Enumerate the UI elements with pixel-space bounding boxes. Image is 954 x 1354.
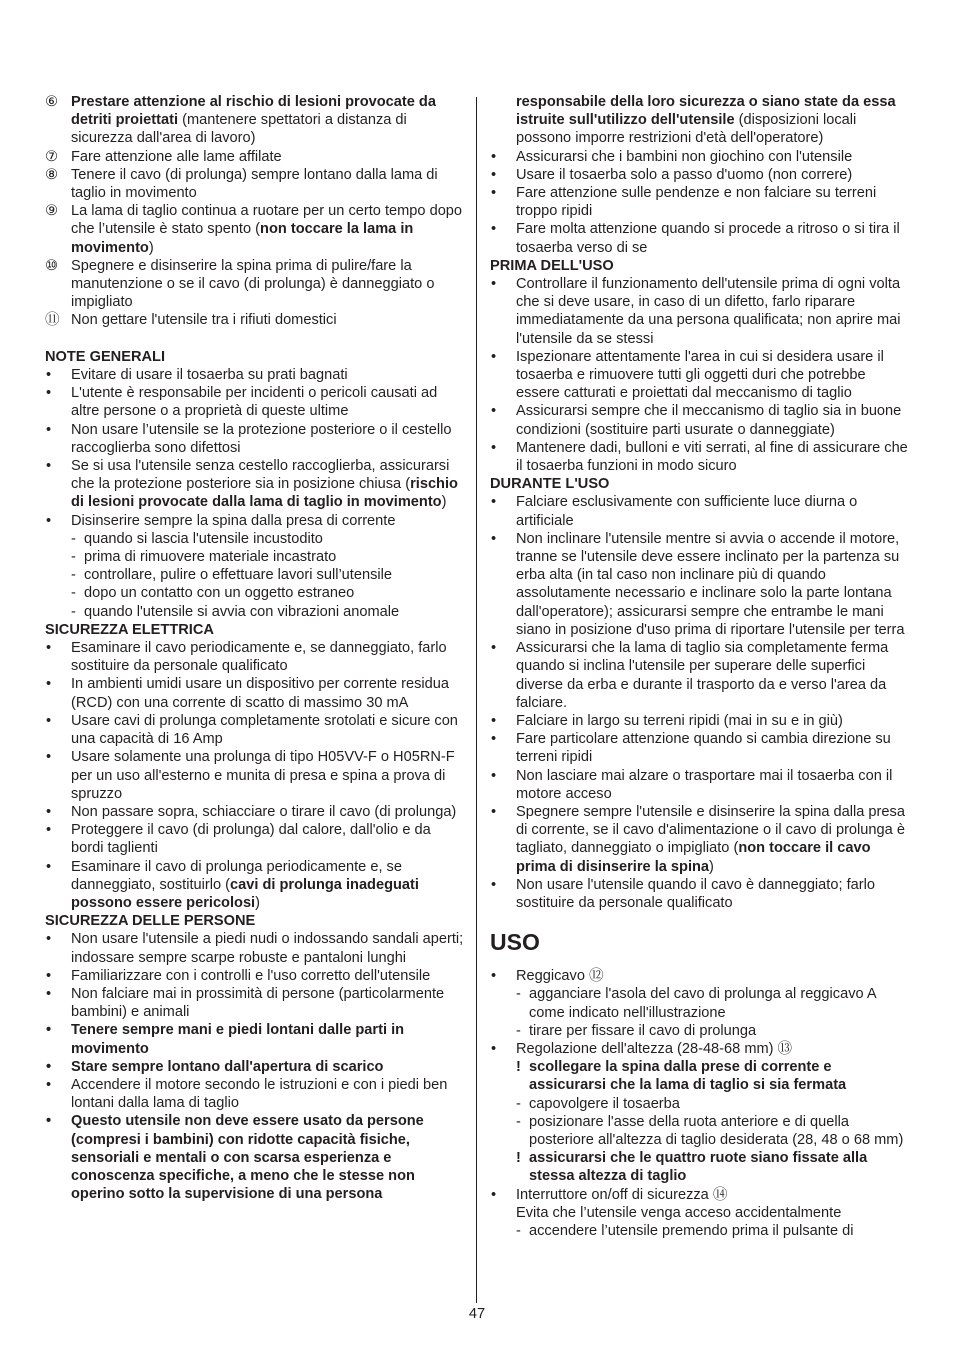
list-item (45, 1112, 467, 1203)
heading-note-generali: NOTE GENERALI (45, 348, 165, 365)
number-marker-10: ⑩ (45, 257, 59, 274)
list-item (490, 348, 912, 403)
list-item (45, 930, 467, 966)
list-item (490, 767, 912, 803)
warning-text: Non gettare l'utensile tra i rifiuti domestici (71, 312, 337, 329)
section-title-uso: USO (490, 929, 540, 956)
bullet-icon: • (46, 512, 52, 529)
sub-list-text: dopo un contatto con un oggetto estraneo (84, 585, 355, 602)
list-item-text: Regolazione dell'altezza (28-48-68 mm) ⑬ (516, 1040, 793, 1057)
list-item (45, 821, 467, 857)
bullet-icon: • (46, 749, 52, 766)
bullet-icon: • (491, 1186, 497, 1203)
list-item (45, 712, 467, 748)
bullet-icon: • (491, 276, 497, 293)
bullet-icon: • (46, 385, 52, 402)
dash-icon: - (516, 1113, 521, 1130)
list-item-text: Usare solamente una prolunga di tipo H05VV-F o H05RN-F per un uso all'esterno e munita di presa e spina a prova di spruzzo (71, 749, 455, 802)
bullet-icon: • (46, 1113, 52, 1130)
number-marker-7: ⑦ (45, 148, 59, 165)
warning-note (490, 1058, 912, 1094)
sub-list-text: tirare per fissare il cavo di prolunga (529, 1022, 757, 1039)
sub-list-text: prima di rimuovere materiale incastrato (84, 549, 337, 566)
bullet-icon: • (46, 967, 52, 984)
bullet-icon: • (491, 640, 497, 657)
bullet-icon: • (491, 494, 497, 511)
warning-text-bold: non toccare la lama in movimento (71, 221, 414, 256)
number-marker-6: ⑥ (45, 94, 59, 110)
warning-text: ) (148, 239, 154, 256)
heading-sicurezza-persone: SICUREZZA DELLE PERSONE (45, 913, 256, 930)
number-marker-9: ⑨ (45, 203, 59, 220)
list-item-text: Non usare l’utensile se la protezione posteriore o il cestello raccoglierba sono difettosi (71, 421, 452, 456)
list-item-text: In ambienti umidi usare un dispositivo per corrente residua (RCD) con una corrente di scatto di massimo 30 mA (71, 676, 450, 711)
list-item (490, 730, 912, 766)
heading-sicurezza-elettrica: SICUREZZA ELETTRICA (45, 621, 214, 638)
list-item (490, 184, 912, 220)
bullet-icon: • (491, 968, 497, 985)
dash-icon: - (71, 585, 76, 602)
sub-list-text: capovolgere il tosaerba (529, 1095, 680, 1112)
list-item (45, 985, 467, 1021)
continued-text: (disposizioni locali possono imporre restrizioni d'età dell'operatore) (516, 112, 857, 147)
list-item-text: Assicurarsi che la lama di taglio sia completamente ferma quando si inclina l'utensile per superare delle superfici diverse da erba e durante il trasporto da e verso l'area da falciare. (516, 640, 889, 711)
list-item (490, 876, 912, 912)
sub-list-item (45, 584, 467, 602)
list-item-text: Proteggere il cavo (di prolunga) dal calore, dall'olio e da bordi taglienti (71, 822, 431, 857)
list-item-text: Fare particolare attenzione quando si cambia direzione su terreni ripidi (516, 731, 891, 766)
list-item-text: Usare il tosaerba solo a passo d'uomo (non correre) (516, 166, 853, 183)
bullet-icon: • (491, 731, 497, 748)
warning-item-7 (45, 148, 467, 166)
bullet-icon: • (491, 767, 497, 784)
list-item (45, 639, 467, 675)
list-item-text: ) (441, 494, 447, 511)
list-item (490, 402, 912, 438)
list-item-text: Spegnere sempre l'utensile e disinserire la spina dalla presa di corrente, se il cavo d'alimentazione o il cavo di prolunga è tagliato, danneggiato o impigliato ( (516, 803, 905, 857)
warning-item-11 (45, 311, 467, 329)
bullet-icon: • (46, 1076, 52, 1093)
list-item (490, 220, 912, 256)
list-item-text: Esaminare il cavo di prolunga periodicamente e, se danneggiato, sostituirlo ( (71, 858, 402, 893)
dash-icon: - (71, 549, 76, 566)
list-item (45, 1058, 467, 1076)
dash-icon: - (516, 1095, 521, 1112)
list-item-text: Reggicavo ⑫ (516, 968, 604, 985)
bullet-icon: • (491, 1040, 497, 1057)
list-item (490, 967, 912, 985)
list-item-text: Non lasciare mai alzare o trasportare mai il tosaerba con il motore acceso (516, 767, 893, 802)
bullet-icon: • (491, 530, 497, 547)
list-item-text: ) (255, 894, 260, 911)
number-marker-11: ⑪ (45, 312, 60, 329)
warning-item-6 (45, 93, 467, 148)
sub-list-text: controllare, pulire o effettuare lavori sull’utensile (84, 567, 392, 584)
warning-text-bold: Prestare attenzione al rischio di lesioni provocate da detriti proiettati (71, 94, 436, 129)
list-item (490, 803, 912, 876)
bullet-icon: • (46, 1058, 52, 1075)
list-item-text: Falciare in largo su terreni ripidi (mai in su e in giù) (516, 712, 843, 729)
bullet-icon: • (491, 439, 497, 456)
sub-list-item (490, 1022, 912, 1040)
warning-note-text: scollegare la spina dalla prese di corrente e assicurarsi che la lama di taglio si sia fermata (529, 1059, 847, 1094)
list-item-text: Assicurarsi che i bambini non giochino con l'utensile (516, 148, 853, 165)
list-item-text: Non passare sopra, schiacciare o tirare il cavo (di prolunga) (71, 803, 457, 820)
list-item (45, 384, 467, 420)
bullet-icon: • (46, 803, 52, 820)
list-item-text: Accendere il motore secondo le istruzioni e con i piedi ben lontani dalla lama di taglio (71, 1076, 448, 1112)
page-number: 47 (468, 1306, 486, 1322)
bullet-icon: • (46, 458, 52, 475)
sub-list-item (490, 1113, 912, 1149)
sub-list-text: quando l'utensile si avvia con vibrazioni anomale (84, 603, 400, 620)
bullet-icon: • (46, 367, 52, 384)
warning-note-text: assicurarsi che le quattro ruote siano fissate alla stessa altezza di taglio (529, 1150, 868, 1185)
bullet-icon: • (491, 185, 497, 202)
dash-icon: - (516, 1222, 521, 1239)
list-item-text: Non usare l'utensile quando il cavo è danneggiato; farlo sostituire da personale qualificato (516, 876, 875, 911)
list-item (45, 1021, 467, 1057)
list-item (490, 275, 912, 348)
list-item-text: Assicurarsi sempre che il meccanismo di taglio sia in buone condizioni (sostituire parti usurate o danneggiate) (516, 403, 902, 438)
list-item-text: Non falciare mai in prossimità di persone (particolarmente bambini) e animali (71, 985, 445, 1021)
list-item (490, 148, 912, 166)
bullet-icon: • (491, 166, 497, 183)
bullet-icon: • (491, 712, 497, 729)
list-item (45, 366, 467, 384)
dash-icon: - (71, 530, 76, 547)
bullet-icon: • (491, 876, 497, 893)
warning-item-9 (45, 202, 467, 257)
bullet-icon: • (46, 931, 52, 948)
list-item-text: L'utente è responsabile per incidenti o pericoli causati ad altre persone o a proprietà di queste ultime (71, 385, 438, 420)
list-item (45, 421, 467, 457)
list-item-text: Familiarizzare con i controlli e l'uso corretto dell'utensile (71, 967, 431, 984)
list-item (45, 457, 467, 512)
description-line: Evita che l’utensile venga acceso accidentalmente (516, 1204, 842, 1221)
list-item-text-bold: Questo utensile non deve essere usato da persone (compresi i bambini) con ridotte capacità fisiche, sensoriali e mentali o con scarsa esperienza e conoscenza specifiche, a meno che le stesse non operino sotto la supervisione di una persona (71, 1113, 424, 1203)
list-item (490, 639, 912, 712)
sub-list-text: agganciare l'asola del cavo di prolunga al reggicavo A come indicato nell'illustrazione (529, 986, 876, 1021)
list-item-text-bold: rischio di lesioni provocate dalla lama di taglio in movimento (71, 476, 458, 511)
list-item-text-bold: Tenere sempre mani e piedi lontani dalle parti in movimento (71, 1022, 405, 1057)
warning-item-10 (45, 257, 467, 312)
list-item (45, 858, 467, 913)
list-item-text: Non inclinare l'utensile mentre si avvia o accende il motore, tranne se l'utensile deve essere inclinato per la partenza su erba alta (in tal caso non inclinare più di quando assolutamente necessario e inclinare solo la parte lontana dall'operatore); assicurarsi sempre che entrambe le mani siano in posizione d'uso prima di riportare l'utensile per terra (516, 530, 905, 638)
sub-list-text: posizionare l'asse della ruota anteriore e di quella posteriore all'altezza di taglio desiderata (28, 48 o 68 mm) (529, 1113, 904, 1148)
list-item (490, 166, 912, 184)
bullet-icon: • (46, 822, 52, 839)
list-item-text: Interruttore on/off di sicurezza ⑭ (516, 1186, 728, 1203)
sub-list-text: quando si lascia l'utensile incustodito (84, 530, 323, 547)
list-item (490, 712, 912, 730)
list-item (45, 748, 467, 803)
sub-list-item (490, 1095, 912, 1113)
list-item (490, 530, 912, 639)
continued-paragraph (490, 93, 912, 148)
bullet-icon: • (46, 712, 52, 729)
list-item-text-bold: cavi di prolunga inadeguati possono essere pericolosi (71, 876, 419, 911)
heading-durante-uso: DURANTE L'USO (490, 476, 610, 493)
exclamation-icon: ! (516, 1059, 521, 1076)
list-item-text: Fare attenzione sulle pendenze e non falciare su terreni troppo ripidi (516, 185, 877, 220)
sub-list-item (45, 566, 467, 584)
list-item-text: Mantenere dadi, bulloni e viti serrati, al fine di assicurare che il tosaerba funzioni in modo sicuro (516, 439, 908, 475)
dash-icon: - (71, 603, 76, 620)
list-item (490, 439, 912, 475)
warning-item-8 (45, 166, 467, 202)
list-item-text: Evitare di usare il tosaerba su prati bagnati (71, 367, 348, 384)
list-item (45, 803, 467, 821)
list-item-text: Non usare l'utensile a piedi nudi o indossando sandali aperti; indossare sempre scarpe robuste e pantaloni lunghi (71, 931, 464, 966)
number-marker-8: ⑧ (45, 166, 59, 183)
list-item (490, 493, 912, 529)
warning-text: (mantenere spettatori a distanza di sicurezza dall'area di lavoro) (71, 112, 407, 147)
list-item (45, 512, 467, 530)
bullet-icon: • (491, 403, 497, 420)
warning-text: Fare attenzione alle lame affilate (71, 148, 282, 165)
list-item (45, 1076, 467, 1112)
bullet-icon: • (46, 676, 52, 693)
heading-prima-uso: PRIMA DELL'USO (490, 257, 614, 274)
list-item-text: Usare cavi di prolunga completamente srotolati e sicure con una capacità di 16 Amp (71, 712, 458, 748)
warning-note (490, 1149, 912, 1185)
left-column (45, 93, 467, 1203)
bullet-icon: • (491, 148, 497, 165)
list-item-text: Se si usa l'utensile senza cestello raccoglierba, assicurarsi che la protezione posteriore sia in posizione chiusa ( (71, 458, 450, 493)
bullet-icon: • (491, 348, 497, 365)
dash-icon: - (516, 986, 521, 1003)
list-item-text: ) (709, 858, 714, 875)
sub-list-item (45, 530, 467, 548)
dash-icon: - (516, 1022, 521, 1039)
right-column (490, 93, 912, 1240)
bullet-icon: • (46, 640, 52, 657)
bullet-icon: • (46, 421, 52, 438)
bullet-icon: • (46, 858, 52, 875)
list-item (490, 1186, 912, 1204)
dash-icon: - (71, 567, 76, 584)
list-item-text-bold: non toccare il cavo prima di disinserire la spina (516, 840, 871, 875)
list-item-text: Fare molta attenzione quando si procede a ritroso o si tira il tosaerba verso di se (516, 221, 900, 256)
list-item (490, 1040, 912, 1058)
sub-list-text: accendere l’utensile premendo prima il pulsante di (529, 1222, 854, 1239)
list-item-text: Ispezionare attentamente l'area in cui si desidera usare il tosaerba e rimuovere tutti gli oggetti duri che potrebbe essere catturati e proiettati dal meccanismo di taglio (516, 348, 884, 402)
bullet-icon: • (46, 985, 52, 1002)
warning-text: Tenere il cavo (di prolunga) sempre lontano dalla lama di taglio in movimento (71, 166, 438, 202)
sub-list-item (45, 548, 467, 566)
sub-list-item (45, 603, 467, 621)
column-divider (476, 97, 477, 1303)
sub-list-item (490, 1222, 912, 1240)
bullet-icon: • (491, 803, 497, 820)
bullet-icon: • (46, 1022, 52, 1039)
list-item-text-bold: Stare sempre lontano dall'apertura di scarico (71, 1058, 384, 1075)
warning-text: La lama di taglio continua a ruotare per un certo tempo dopo che l’utensile è stato spento ( (71, 203, 463, 238)
list-item-text: Falciare esclusivamente con sufficiente luce diurna o artificiale (516, 494, 858, 529)
continued-text-bold: responsabile della loro sicurezza o siano state da essa istruite sull'utilizzo dell'utensile (516, 94, 896, 129)
warning-text: Spegnere e disinserire la spina prima di pulire/fare la manutenzione o se il cavo (di prolunga) è danneggiato o impigliato (71, 257, 435, 311)
sub-list-item (490, 985, 912, 1021)
bullet-icon: • (491, 221, 497, 238)
list-item-text: Esaminare il cavo periodicamente e, se danneggiato, farlo sostituire da personale qualificato (71, 640, 447, 675)
list-item-text: Disinserire sempre la spina dalla presa di corrente (71, 512, 396, 529)
list-item (45, 967, 467, 985)
list-item (45, 675, 467, 711)
exclamation-icon: ! (516, 1150, 521, 1167)
list-item-text: Controllare il funzionamento dell'utensile prima di ogni volta che si deve usare, in caso di un difetto, farlo riparare immediatamente da una persona qualificata; non aprire mai l'utensile da se stessi (516, 276, 901, 347)
